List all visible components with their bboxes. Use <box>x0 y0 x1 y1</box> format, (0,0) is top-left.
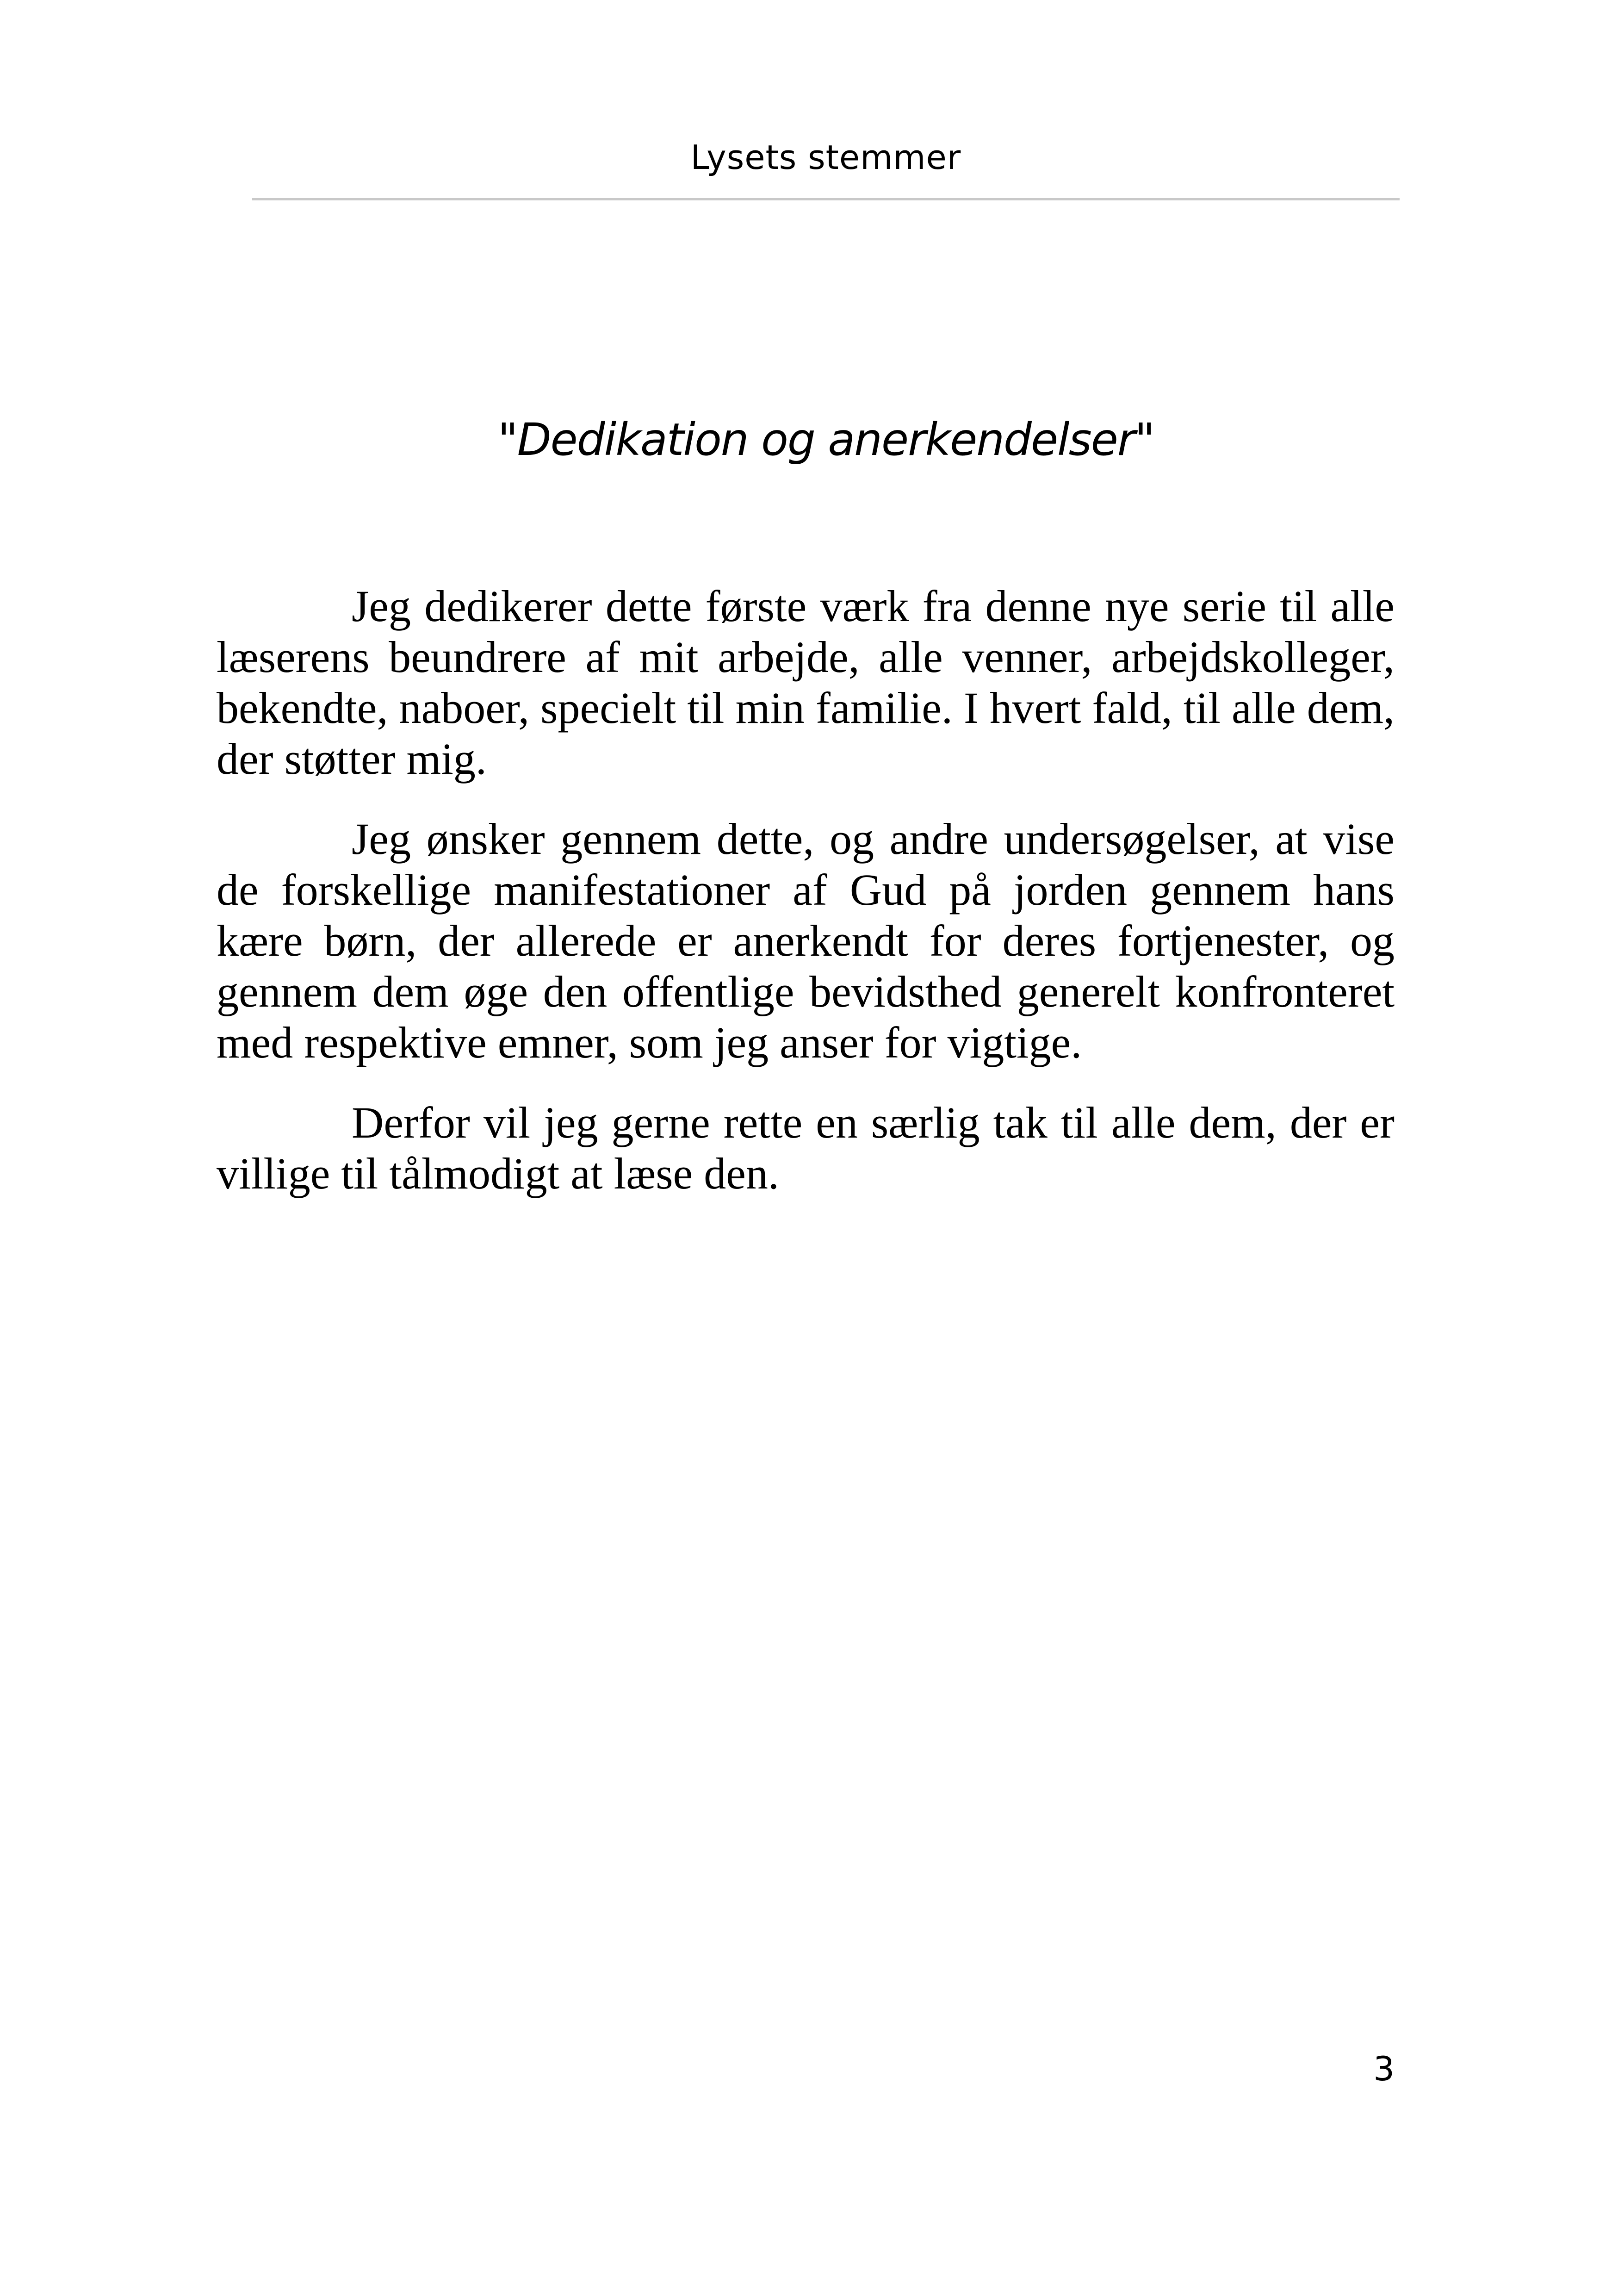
chapter-title: "Dedikation og anerkendelser" <box>497 414 1154 466</box>
header-divider <box>252 198 1400 200</box>
paragraph-thanks: Derfor vil jeg gerne rette en særlig tak til alle dem, der er villige til tålmodigt at læse den. <box>217 1098 1395 1198</box>
page-number: 3 <box>1373 2049 1395 2088</box>
running-header: Lysets stemmer <box>690 138 961 177</box>
body-text <box>217 581 1395 1228</box>
paragraph-purpose: Jeg ønsker gennem dette, og andre undersøgelser, at vise de forskellige manifestationer af Gud på jorden gennem hans kære børn, der allerede er anerkendt for deres fortjenester, og gennem dem øge den offentlige bevidsthed generelt konfronteret med respektive emner, som jeg anser for vigtige. <box>217 814 1395 1067</box>
paragraph-dedication: Jeg dedikerer dette første værk fra denne nye serie til alle læserens beundrere af mit arbejde, alle venner, arbejdskolleger, bekendte, naboer, specielt til min familie. I hvert fald, til alle dem, der støtter mig. <box>217 581 1395 784</box>
